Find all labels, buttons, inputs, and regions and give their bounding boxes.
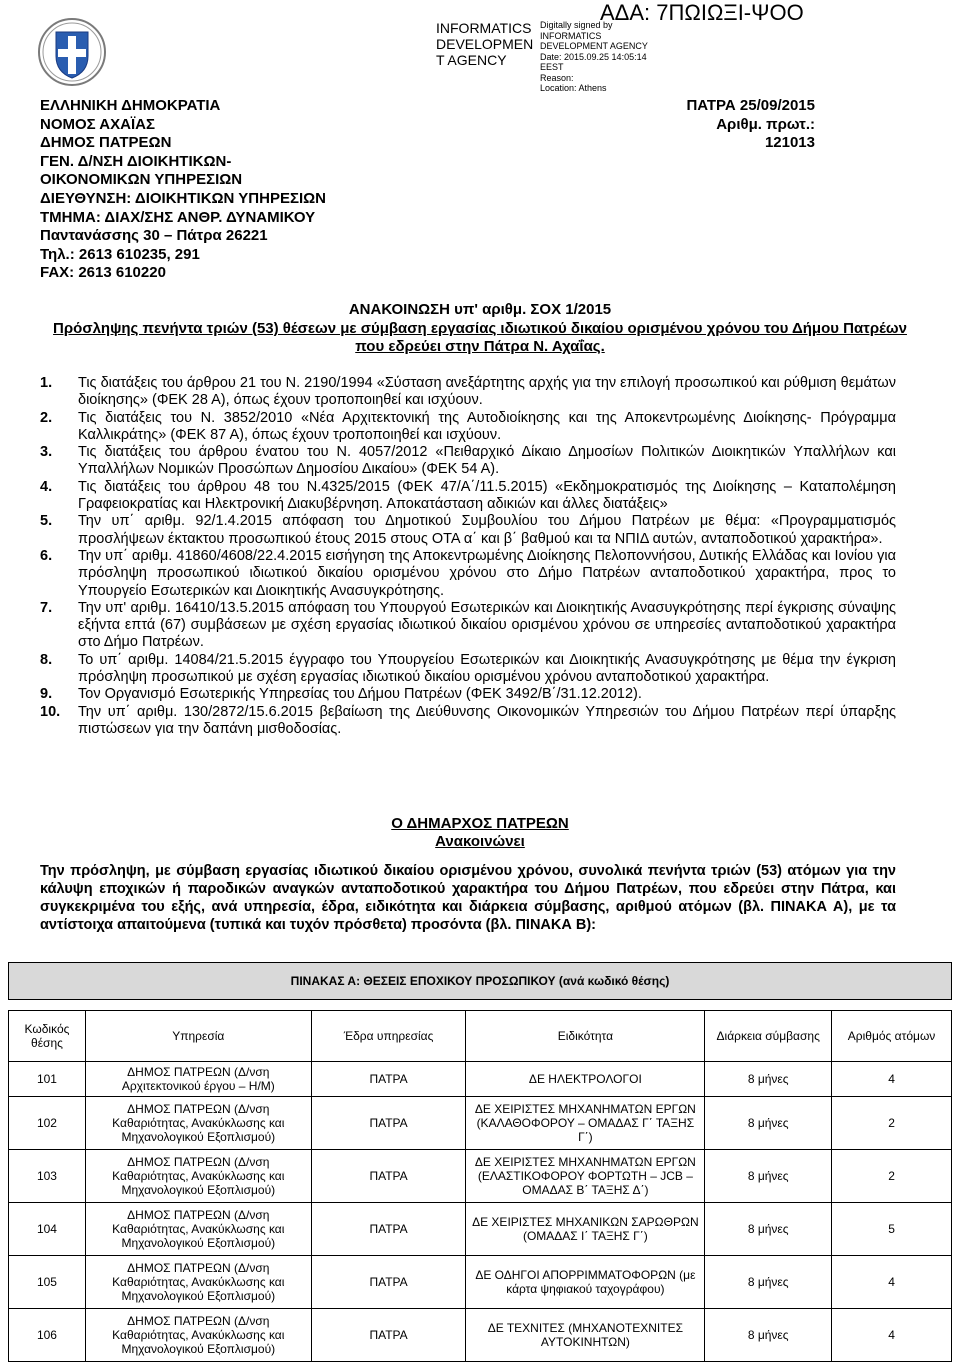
clause-number: 3. <box>40 444 53 461</box>
sender-line: ΤΜΗΜΑ: ΔΙΑΧ/ΣΗΣ ΑΝΘΡ. ΔΥΝΑΜΙΚΟΥ <box>40 208 316 226</box>
ada-code: ΑΔΑ: 7ΠΩΙΩΞΙ-ΨΟΟ <box>600 0 804 25</box>
clause-text: Τις διατάξεις του Ν. 3852/2010 «Νέα Αρχιτεκτονική της Αυτοδιοίκησης και της Αποκεντρωμένης Διοίκησης- Πρόγραμμα Καλλικράτης» (ΦΕΚ 87 Α), όπως έχουν τροποποιηθεί και ισχύουν. <box>78 409 896 443</box>
clause-number: 6. <box>40 547 53 564</box>
specialty-cell: ΔΕ ΤΕΧΝΙΤΕΣ (ΜΗΧΑΝΟΤΕΧΝΙΤΕΣ ΑΥΤΟΚΙΝΗΤΩΝ) <box>466 1309 705 1362</box>
signature-company <box>436 20 533 68</box>
list-item <box>40 652 896 687</box>
clause-number: 4. <box>40 478 53 495</box>
count-cell: 4 <box>832 1309 952 1362</box>
clause-text: Την υπ΄ αριθμ. 92/1.4.2015 απόφαση του Δημοτικού Συμβουλίου του Δήμου Πατρέων με θέμα: «Προγραμματισμός προσλήψεων έκτακτου προσωπικού έτους 2015 στους ΟΤΑ α΄ και β΄ βαθμού και τα ΝΠΙΔ αυτών, ανταποδοτικού χαρακτήρα». <box>78 513 896 547</box>
specialty-cell: ΔΕ ΗΛΕΚΤΡΟΛΟΓΟΙ <box>466 1062 705 1097</box>
table-row <box>9 1256 952 1309</box>
specialty-cell: ΔΕ ΧΕΙΡΙΣΤΕΣ ΜΗΧΑΝΗΜΑΤΩΝ ΕΡΓΩΝ (ΕΛΑΣΤΙΚΟΦΟΡΟΥ ΦΟΡΤΩΤΗ – JCB – ΟΜΑΔΑΣ Β΄ ΤΑΞΗΣ Δ΄) <box>466 1150 705 1203</box>
signature-company-line: DEVELOPMEN <box>436 36 534 52</box>
table-row <box>9 1150 952 1203</box>
clause-number: 10. <box>40 703 61 720</box>
clause-text: Τις διατάξεις του άρθρου 21 του Ν. 2190/1994 «Σύσταση ανεξάρτητης αρχής για την επιλογή προσωπικού και ρύθμιση θεμάτων διοίκησης» (ΦΕΚ 28 Α), όπως έχουν τροποποιηθεί και ισχύουν. <box>78 375 896 409</box>
column-header: Υπηρεσία <box>85 1011 311 1062</box>
signature-detail-line: EEST <box>540 62 564 72</box>
clause-number: 1. <box>40 375 53 391</box>
service-cell: ΔΗΜΟΣ ΠΑΤΡΕΩΝ (Δ/νση Καθαριότητας, Ανακύκλωσης και Μηχανολογικού Εξοπλισμού) <box>85 1203 311 1256</box>
date-protocol-block <box>683 97 815 153</box>
table-spacer-row <box>9 1000 952 1011</box>
clause-text: Τις διατάξεις του άρθρου 48 του Ν.4325/2015 (ΦΕΚ 47/Α΄/11.5.2015) «Εκδημοκρατισμός της Διοίκησης – Καταπολέμηση Γραφειοκρατίας και Ηλεκτρονική Διακυβέρνηση. Αποκατάσταση αδικιών και άλλες διατάξεις» <box>78 478 896 513</box>
sender-line: FAX: 2613 610220 <box>40 264 166 282</box>
seat-cell: ΠΑΤΡΑ <box>311 1256 466 1309</box>
sender-line: Παντανάσσης 30 – Πάτρα 26221 <box>40 227 268 245</box>
list-item <box>40 479 896 514</box>
position-code: 101 <box>9 1062 86 1097</box>
announcement-subject: Πρόσληψης πενήντα τριών (53) θέσεων με σύμβαση εργασίας ιδιωτικού δικαίου ορισμένου χρόνου του Δήμου Πατρέων που εδρεύει στην Πάτρα Ν. Αχαΐας. <box>53 320 907 355</box>
list-item <box>40 444 896 479</box>
intro-paragraph: Την πρόσληψη, με σύμβαση εργασίας ιδιωτικού δικαίου ορισμένου χρόνου, συνολικά πενήντα τριών (53) ατόμων για την κάλυψη εποχικών ή παροδικών αναγκών ανταποδοτικού χαρακτήρα του Δήμου Πατρέων, που εδρεύει στην Πάτρα, και συγκεκριμένα του εξής, ανά υπηρεσία, έδρα, ειδικότητα και διάρκεια σύμβασης, αριθμού ατόμων (βλ. ΠΙΝΑΚΑ Α), με τα αντίστοιχα απαιτούμενα (τυπικά και τυχόν πρόσθετα) προσόντα (βλ. ΠΙΝΑΚΑ Β): <box>40 863 896 933</box>
sender-line: ΔΙΕΥΘΥΝΣΗ: ΔΙΟΙΚΗΤΙΚΩΝ ΥΠΗΡΕΣΙΩΝ <box>40 189 326 207</box>
position-code: 105 <box>9 1256 86 1309</box>
signature-company-line: INFORMATICS <box>436 20 532 36</box>
specialty-cell: ΔΕ ΧΕΙΡΙΣΤΕΣ ΜΗΧΑΝΗΜΑΤΩΝ ΕΡΓΩΝ (ΚΑΛΑΘΟΦΟΡΟΥ – ΟΜΑΔΑΣ Γ΄ ΤΑΞΗΣ Γ΄) <box>466 1097 705 1150</box>
table-caption: ΠΙΝΑΚΑΣ Α: ΘΕΣΕΙΣ ΕΠΟΧΙΚΟΥ ΠΡΟΣΩΠΙΚΟΥ (ανά κωδικό θέσης) <box>9 963 952 1000</box>
clause-text: Τον Οργανισμό Εσωτερικής Υπηρεσίας του Δήμου Πατρέων (ΦΕΚ 3492/Β΄/31.12.2012). <box>78 686 642 703</box>
seat-cell: ΠΑΤΡΑ <box>311 1150 466 1203</box>
clause-text: Το υπ΄ αριθμ. 14084/21.5.2015 έγγραφο του Υπουργείου Εσωτερικών και Διοικητικής Ανασυγκρότησης με θέμα την έγκριση πρόσληψη προσωπικού με σχέση εργασίας ιδιωτικού δικαίου ορισμένου χρόνου ανταποδοτικού χαρακτήρα. <box>78 651 896 686</box>
clause-number: 8. <box>40 651 53 668</box>
signature-company-line: T AGENCY <box>436 52 507 68</box>
list-item <box>40 704 896 739</box>
signature-detail-line: DEVELOPMENT AGENCY <box>540 41 648 51</box>
signature-detail-line: Reason: <box>540 72 574 83</box>
table-row <box>9 1203 952 1256</box>
position-code: 106 <box>9 1309 86 1362</box>
place-date: ΠΑΤΡΑ 25/09/2015 <box>686 97 815 114</box>
protocol-number: Αριθμ. πρωτ.: 121013 <box>716 115 815 152</box>
mayor-action: Ανακοινώνει <box>435 833 525 850</box>
specialty-cell: ΔΕ ΧΕΙΡΙΣΤΕΣ ΜΗΧΑΝΙΚΩΝ ΣΑΡΩΘΡΩΝ (ΟΜΑΔΑΣ Ι΄ ΤΑΞΗΣ Γ΄) <box>466 1203 705 1256</box>
service-cell: ΔΗΜΟΣ ΠΑΤΡΕΩΝ (Δ/νση Καθαριότητας, Ανακύκλωσης και Μηχανολογικού Εξοπλισμού) <box>85 1097 311 1150</box>
mayor-heading <box>0 815 960 851</box>
clause-text: Τις διατάξεις του άρθρου ένατου του Ν. 4057/2012 «Πειθαρχικό Δίκαιο Δημοσίων Πολιτικών Διοικητικών Υπαλλήλων και Υπαλλήλων Νομικών Προσώπων Δημοσίου Δικαίου» (ΦΕΚ 54 Α). <box>78 444 896 478</box>
column-header: Διάρκεια σύμβασης <box>705 1011 832 1062</box>
column-header: Κωδικός θέσης <box>9 1011 86 1062</box>
signature-detail-line: Date: 2015.09.25 14:05:14 <box>540 51 647 62</box>
table-caption-row <box>9 963 952 1000</box>
table-spacer <box>9 1000 952 1011</box>
table-header-row <box>9 1011 952 1062</box>
list-item <box>40 600 896 652</box>
sender-line: ΟΙΚΟΝΟΜΙΚΩΝ ΥΠΗΡΕΣΙΩΝ <box>40 171 243 189</box>
positions-table <box>8 962 952 1362</box>
count-cell: 2 <box>832 1150 952 1203</box>
position-code: 103 <box>9 1150 86 1203</box>
list-item <box>40 548 896 600</box>
count-cell: 4 <box>832 1062 952 1097</box>
position-code: 104 <box>9 1203 86 1256</box>
clause-number: 5. <box>40 513 53 530</box>
clause-text: Την υπ΄ αριθμ. 41860/4608/22.4.2015 εισήγηση της Αποκεντρωμένης Διοίκησης Πελοποννήσου, Δυτικής Ελλάδας και Ιονίου για πρόσληψη προσωπικού ιδιωτικού δικαίου ορισμένου χρόνου στο Δήμο Πατρέων ανταποδοτικού χαρακτήρα, προς το Υπουργείο Εσωτερικών και Διοικητικής Ανασυγκρότησης. <box>78 547 896 599</box>
duration-cell: 8 μήνες <box>705 1062 832 1097</box>
signature-details <box>540 20 648 94</box>
table-row <box>9 1097 952 1150</box>
clause-text: Την υπ΄ αριθμ. 130/2872/15.6.2015 βεβαίωση της Διεύθυνσης Οικονομικών Υπηρεσιών του Δήμου Πατρέων περί ύπαρξης πιστώσεων για την δαπάνη μισθοδοσίας. <box>78 703 896 737</box>
clause-number: 2. <box>40 409 53 426</box>
mayor-title: Ο ΔΗΜΑΡΧΟΣ ΠΑΤΡΕΩΝ <box>391 815 569 832</box>
signature-detail-line: INFORMATICS <box>540 30 602 41</box>
sender-line: ΓΕΝ. Δ/ΝΣΗ ΔΙΟΙΚΗΤΙΚΩΝ- <box>40 152 232 170</box>
table-row <box>9 1062 952 1097</box>
list-item <box>40 686 896 703</box>
seat-cell: ΠΑΤΡΑ <box>311 1062 466 1097</box>
column-header: Ειδικότητα <box>466 1011 705 1062</box>
duration-cell: 8 μήνες <box>705 1150 832 1203</box>
list-item <box>40 410 896 445</box>
clause-number: 9. <box>40 686 53 703</box>
count-cell: 4 <box>832 1256 952 1309</box>
list-item <box>40 513 896 548</box>
sender-line: ΕΛΛΗΝΙΚΗ ΔΗΜΟΚΡΑΤΙΑ <box>40 97 221 114</box>
count-cell: 2 <box>832 1097 952 1150</box>
legal-basis-list <box>40 375 896 738</box>
count-cell: 5 <box>832 1203 952 1256</box>
position-code: 102 <box>9 1097 86 1150</box>
sender-line: ΝΟΜΟΣ ΑΧΑΪΑΣ <box>40 115 155 133</box>
seat-cell: ΠΑΤΡΑ <box>311 1097 466 1150</box>
signature-detail-line: Digitally signed by <box>540 20 613 30</box>
service-cell: ΔΗΜΟΣ ΠΑΤΡΕΩΝ (Δ/νση Αρχιτεκτονικού έργου – Η/Μ) <box>85 1062 311 1097</box>
seat-cell: ΠΑΤΡΑ <box>311 1309 466 1362</box>
duration-cell: 8 μήνες <box>705 1309 832 1362</box>
sender-block <box>40 97 326 283</box>
announcement-title: ΑΝΑΚΟΙΝΩΣΗ υπ' αριθμ. ΣΟΧ 1/2015 <box>348 301 612 318</box>
column-header: Αριθμός ατόμων <box>832 1011 952 1062</box>
service-cell: ΔΗΜΟΣ ΠΑΤΡΕΩΝ (Δ/νση Καθαριότητας, Ανακύκλωσης και Μηχανολογικού Εξοπλισμού) <box>85 1150 311 1203</box>
sender-line: Τηλ.: 2613 610235, 291 <box>40 245 200 263</box>
duration-cell: 8 μήνες <box>705 1097 832 1150</box>
seat-cell: ΠΑΤΡΑ <box>311 1203 466 1256</box>
signature-detail-line: Location: Athens <box>540 83 607 93</box>
list-item <box>40 375 896 410</box>
clause-number: 7. <box>40 599 53 616</box>
clause-text: Την υπ' αριθμ. 16410/13.5.2015 απόφαση του Υπουργού Εσωτερικών και Διοικητικής Ανασυγκρότησης περί έγκρισης σύναψης εξήντα επτά (67) συμβάσεων με σχέση εργασίας ιδιωτικού δικαίου ορισμένου χρόνου σε υπηρεσίες ανταποδοτικού χαρακτήρα στο Δήμο Πατρέων. <box>78 599 896 651</box>
service-cell: ΔΗΜΟΣ ΠΑΤΡΕΩΝ (Δ/νση Καθαριότητας, Ανακύκλωσης και Μηχανολογικού Εξοπλισμού) <box>85 1256 311 1309</box>
specialty-cell: ΔΕ ΟΔΗΓΟΙ ΑΠΟΡΡΙΜΜΑΤΟΦΟΡΩΝ (με κάρτα ψηφιακού ταχογράφου) <box>466 1256 705 1309</box>
service-cell: ΔΗΜΟΣ ΠΑΤΡΕΩΝ (Δ/νση Καθαριότητας, Ανακύκλωσης και Μηχανολογικού Εξοπλισμού) <box>85 1309 311 1362</box>
column-header: Έδρα υπηρεσίας <box>311 1011 466 1062</box>
sender-line: ΔΗΜΟΣ ΠΑΤΡΕΩΝ <box>40 134 172 152</box>
greek-state-emblem-icon <box>38 18 106 86</box>
duration-cell: 8 μήνες <box>705 1203 832 1256</box>
duration-cell: 8 μήνες <box>705 1256 832 1309</box>
